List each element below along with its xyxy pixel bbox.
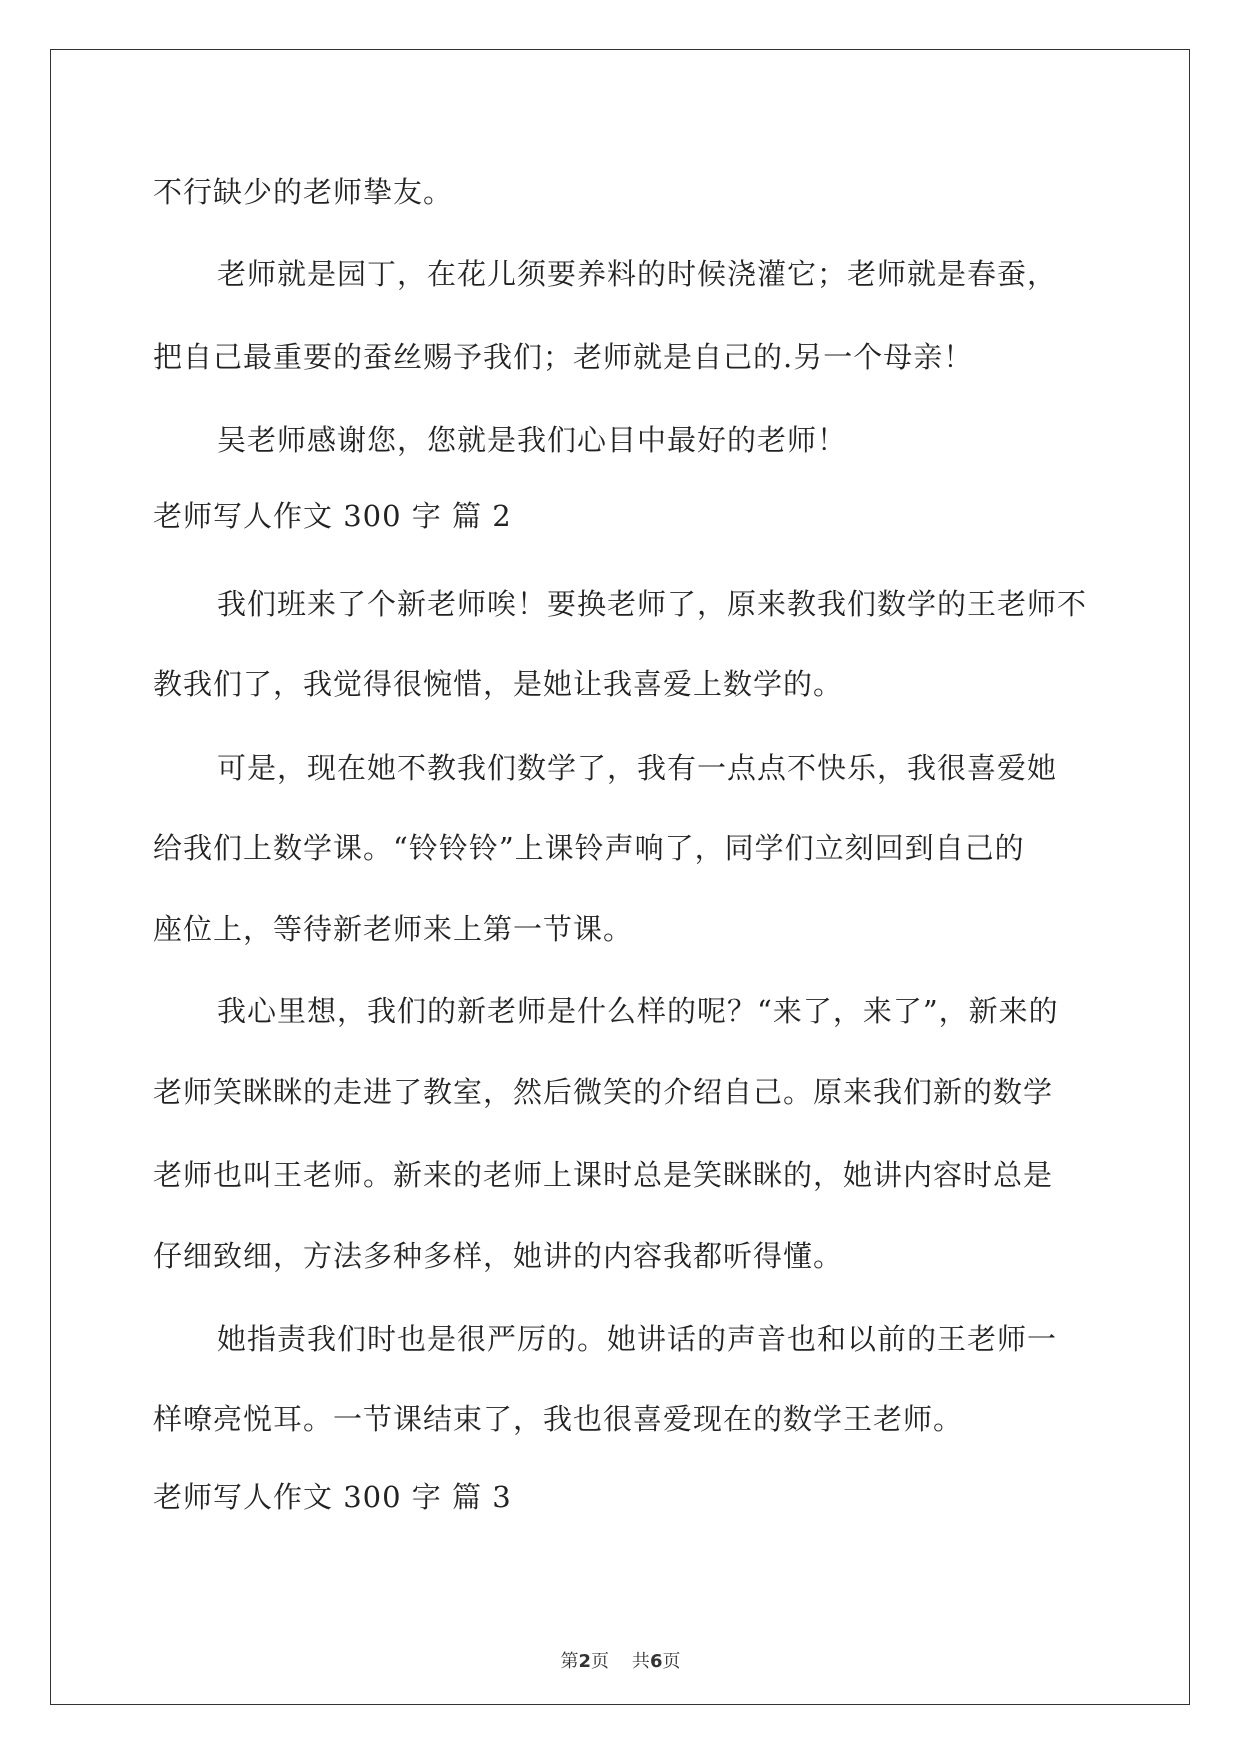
paragraph-line: 座位上，等待新老师来上第一节课。 [153, 912, 634, 946]
paragraph-line: 老师也叫王老师。新来的老师上课时总是笑眯眯的，她讲内容时总是 [153, 1158, 1054, 1192]
section-heading: 老师写人作文 300 字 篇 3 [153, 1480, 512, 1514]
page-prefix: 第 [560, 1651, 579, 1672]
paragraph-line: 教我们了，我觉得很惋惜，是她让我喜爱上数学的。 [153, 667, 844, 701]
paragraph-line: 吴老师感谢您，您就是我们心目中最好的老师！ [217, 423, 848, 457]
paragraph-line: 样嘹亮悦耳。一节课结束了，我也很喜爱现在的数学王老师。 [153, 1402, 964, 1436]
paragraph-line: 给我们上数学课。“铃铃铃”上课铃声响了，同学们立刻回到自己的 [153, 831, 1025, 865]
paragraph-line: 我们班来了个新老师唉！要换老师了，原来教我们数学的王老师不 [217, 587, 1088, 621]
page-current: 2 [578, 1651, 592, 1672]
paragraph-line: 老师就是园丁，在花儿须要养料的时候浇灌它；老师就是春蚕， [217, 257, 1058, 291]
page-footer [0, 1650, 1241, 1674]
page-total: 6 [649, 1651, 663, 1672]
page-border [50, 49, 1190, 1705]
paragraph-line: 可是，现在她不教我们数学了，我有一点点不快乐，我很喜爱她 [217, 751, 1058, 785]
paragraph-line: 我心里想，我们的新老师是什么样的呢？“来了，来了”，新来的 [217, 994, 1059, 1028]
paragraph-line: 她指责我们时也是很严厉的。她讲话的声音也和以前的王老师一 [217, 1322, 1058, 1356]
paragraph-line: 不行缺少的老师挚友。 [153, 175, 454, 209]
section-heading: 老师写人作文 300 字 篇 2 [153, 499, 512, 533]
paragraph-line: 把自己最重要的蚕丝赐予我们；老师就是自己的.另一个母亲！ [153, 340, 974, 374]
paragraph-line: 老师笑眯眯的走进了教室，然后微笑的介绍自己。原来我们新的数学 [153, 1075, 1054, 1109]
paragraph-line: 仔细致细，方法多种多样，她讲的内容我都听得懂。 [153, 1239, 844, 1273]
page-suffix: 页 [662, 1651, 681, 1672]
page-mid: 页 共 [591, 1651, 650, 1672]
